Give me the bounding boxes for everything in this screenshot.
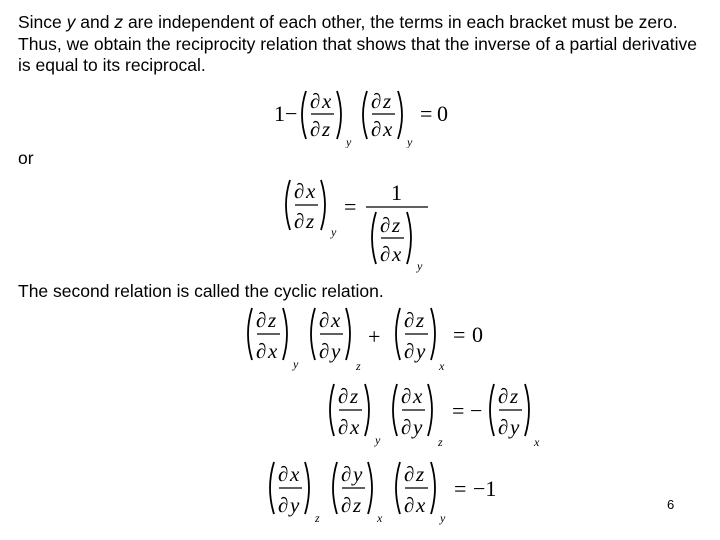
svg-text:−: − [285,101,298,126]
svg-text:z: z [306,209,315,233]
svg-text:∂: ∂ [401,384,412,408]
svg-text:x: x [322,89,332,113]
svg-text:0: 0 [437,101,448,126]
svg-text:x: x [377,511,383,525]
intro-text-rest: are independent of each other, the terms in each bracket must be zero. Thus, we obtain the reciprocity relation that shows that the inverse of a partial derivative is equal to its reciprocal. [18,12,697,75]
svg-text:y: y [413,415,423,439]
intro-var-z: z [114,12,124,32]
intro-var-y: y [66,12,76,32]
svg-text:z: z [315,511,320,525]
svg-text:1: 1 [391,180,402,205]
svg-text:∂: ∂ [404,339,415,363]
svg-text:∂: ∂ [256,339,267,363]
svg-text:z: z [510,384,519,408]
svg-text:y: y [346,135,352,148]
svg-text:z: z [438,435,443,449]
svg-text:x: x [416,493,426,517]
svg-text:∂: ∂ [498,415,509,439]
svg-text:x: x [413,384,423,408]
svg-text:x: x [392,242,402,266]
intro-text-and: and [75,12,115,32]
svg-text:∂: ∂ [338,384,349,408]
svg-text:−1: −1 [473,476,497,501]
svg-text:∂: ∂ [338,415,349,439]
svg-text:∂: ∂ [498,384,509,408]
equation-reciprocity-1 [270,86,460,148]
svg-text:y: y [510,415,520,439]
svg-text:∂: ∂ [341,462,352,486]
svg-text:y: y [416,339,426,363]
svg-text:∂: ∂ [310,89,321,113]
svg-text:z: z [356,359,361,373]
svg-text:∂: ∂ [371,89,382,113]
or-text: or [18,148,34,168]
svg-text:∂: ∂ [380,213,391,237]
equation-reciprocity-2 [278,176,438,274]
svg-text:∂: ∂ [404,462,415,486]
svg-text:∂: ∂ [278,462,289,486]
svg-text:x: x [290,462,300,486]
svg-text:∂: ∂ [310,117,321,141]
svg-text:y: y [293,357,299,371]
svg-text:1: 1 [274,101,285,126]
svg-text:y: y [407,135,413,148]
svg-text:y: y [290,493,300,517]
intro-paragraph [18,12,708,77]
svg-text:z: z [322,117,331,141]
svg-text:z: z [383,89,392,113]
svg-text:y: y [331,339,341,363]
svg-text:x: x [268,339,278,363]
svg-text:∂: ∂ [404,308,415,332]
svg-text:y: y [417,259,423,273]
svg-text:∂: ∂ [404,493,415,517]
page-number: 6 [667,497,675,512]
svg-text:+: + [368,324,381,349]
svg-text:z: z [350,384,359,408]
svg-text:=: = [454,476,467,501]
svg-text:∂: ∂ [278,493,289,517]
cyclic-intro-text: The second relation is called the cyclic relation. [18,281,384,301]
svg-text:∂: ∂ [294,179,305,203]
svg-text:y: y [353,462,363,486]
svg-text:∂: ∂ [294,209,305,233]
svg-text:z: z [268,308,277,332]
svg-text:x: x [306,179,316,203]
svg-text:0: 0 [472,322,483,347]
svg-text:∂: ∂ [380,242,391,266]
svg-text:x: x [439,359,445,373]
svg-text:x: x [350,415,360,439]
svg-text:y: y [440,511,446,525]
svg-text:=: = [452,398,465,423]
svg-text:∂: ∂ [319,308,330,332]
svg-text:=: = [453,322,466,347]
svg-text:∂: ∂ [341,493,352,517]
svg-text:x: x [331,308,341,332]
svg-text:x: x [534,435,540,449]
svg-text:=: = [344,194,357,219]
equation-cyclic-3 [262,458,512,530]
svg-text:=: = [420,101,433,126]
svg-text:z: z [353,493,362,517]
svg-text:∂: ∂ [371,117,382,141]
svg-text:∂: ∂ [401,415,412,439]
equation-cyclic-2 [322,380,552,452]
svg-text:z: z [416,308,425,332]
svg-text:∂: ∂ [319,339,330,363]
intro-text-start: Since [18,12,67,32]
svg-text:y: y [331,225,337,239]
svg-text:z: z [416,462,425,486]
svg-text:y: y [375,433,381,447]
svg-text:−: − [470,398,483,423]
svg-text:z: z [392,213,401,237]
svg-text:∂: ∂ [256,308,267,332]
equation-cyclic-1 [240,304,500,376]
svg-text:x: x [383,117,393,141]
